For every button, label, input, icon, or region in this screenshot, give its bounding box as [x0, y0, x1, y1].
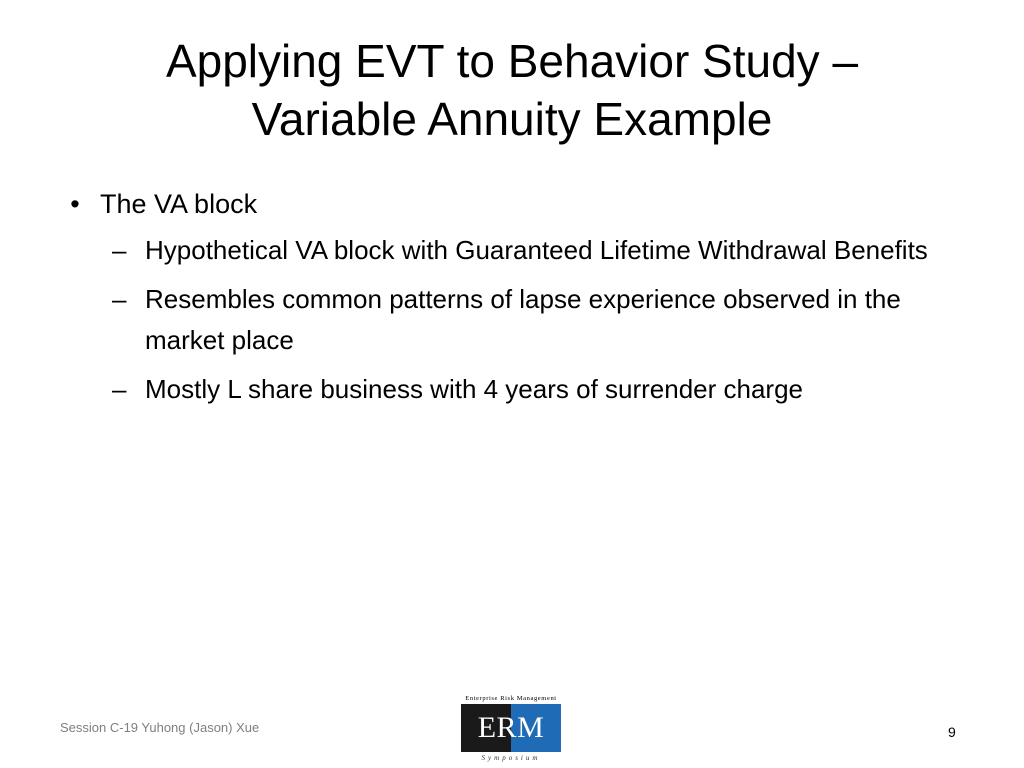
- title-line-2: Variable Annuity Example: [251, 93, 773, 145]
- sub-bullet-text: Hypothetical VA block with Guaranteed Lifetime Withdrawal Benefits: [145, 235, 928, 265]
- slide-title: [60, 32, 964, 148]
- page-number: 9: [948, 724, 956, 740]
- dash-icon: –: [112, 235, 127, 265]
- dash-icon: –: [112, 284, 127, 314]
- title-line-1: Applying EVT to Behavior Study –: [165, 35, 859, 87]
- sub-bullet-item: [112, 230, 970, 271]
- bullet-dot-icon: •: [70, 189, 80, 219]
- sub-bullet-list: [112, 230, 970, 410]
- footer-session: Session C-19 Yuhong (Jason) Xue: [60, 720, 260, 735]
- slide-body: [60, 184, 970, 418]
- sub-bullet-text: Resembles common patterns of lapse experience observed in the market place: [145, 284, 901, 355]
- erm-logo: [454, 694, 568, 768]
- sub-bullet-item: [112, 279, 970, 361]
- logo-word: ERM: [477, 711, 545, 744]
- sub-bullet-text: Mostly L share business with 4 years of surrender charge: [145, 374, 804, 404]
- logo-bottom-text: Symposium: [481, 754, 541, 762]
- dash-icon: –: [112, 374, 127, 404]
- bullet-item: [60, 184, 970, 224]
- bullet-text: The VA block: [100, 189, 258, 219]
- sub-bullet-item: [112, 369, 970, 410]
- logo-top-text: Enterprise Risk Management: [465, 695, 557, 702]
